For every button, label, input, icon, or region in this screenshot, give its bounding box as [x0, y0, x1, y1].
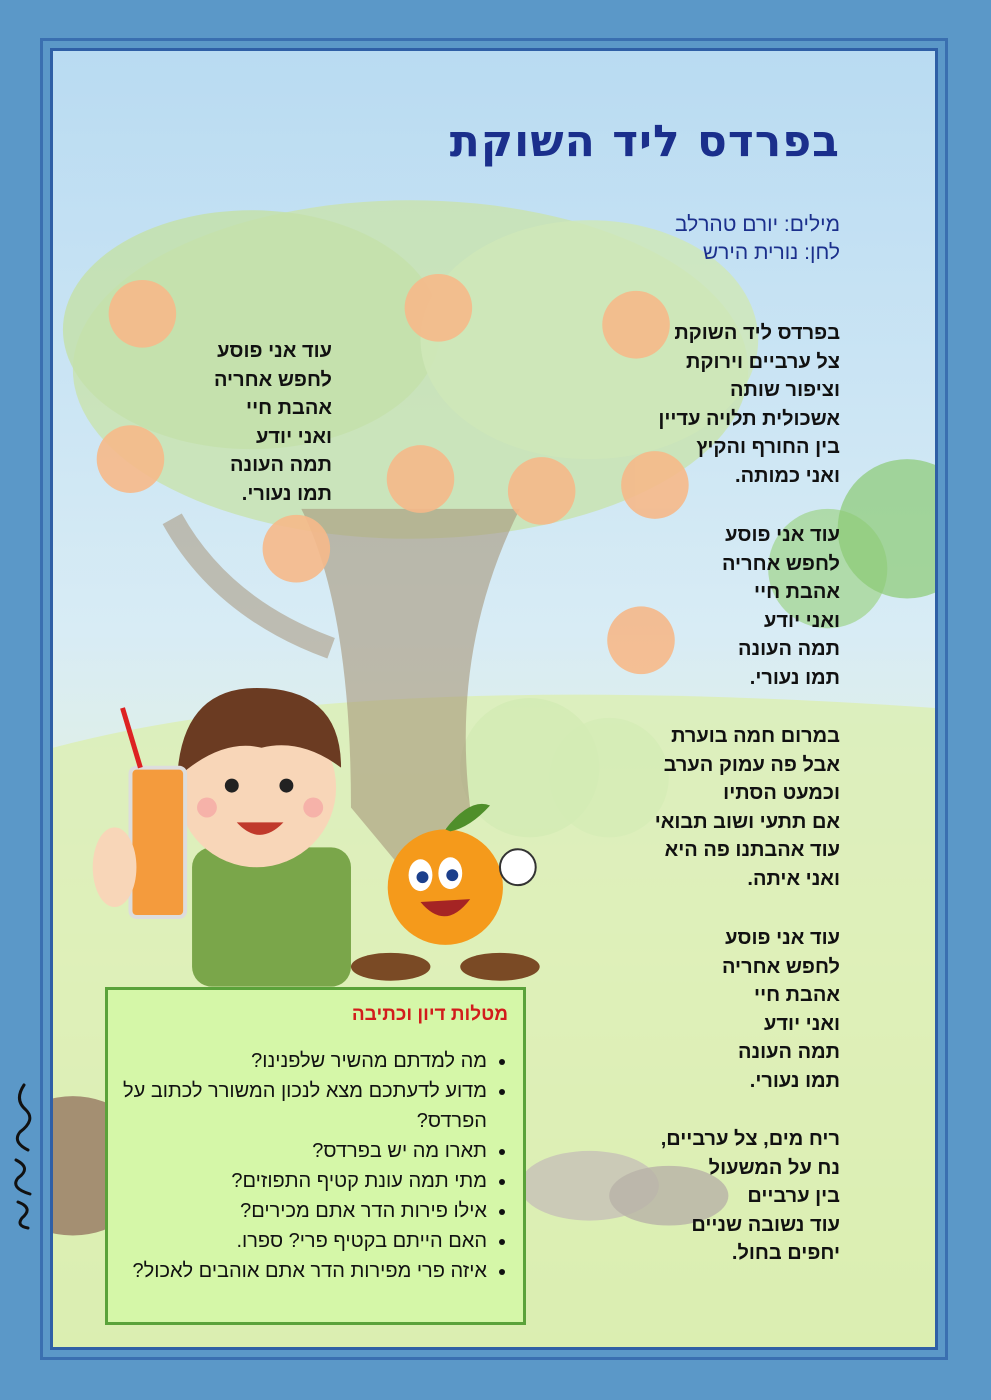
lyric-line: אשכולית תלויה עדיין — [658, 407, 840, 430]
lyric-line: עוד אני פוסע — [217, 340, 332, 362]
signature-handwriting — [6, 1080, 42, 1230]
lyrics-credit: מילים: יורם טהרלב — [674, 213, 840, 236]
lyric-line: תמה העונה — [737, 1041, 840, 1064]
worksheet-page — [50, 48, 938, 1350]
lyric-line: יחפים בחול. — [731, 1242, 840, 1265]
question-item: • מה למדתם מהשיר שלפנינו? — [107, 1046, 487, 1076]
lyric-line: אהבת חיי — [754, 581, 840, 604]
question-item: • איזה פרי מפירות הדר אתם אוהבים לאכול? — [107, 1256, 487, 1286]
question-item: • תארו מה יש בפרדס? — [107, 1136, 487, 1166]
lyric-line: אם תתעי ושוב תבואי — [654, 810, 840, 833]
box-title: מטלות דיון וכתיבה — [351, 1004, 508, 1025]
lyric-line: ואני איתה. — [747, 867, 840, 890]
lyric-line: עוד אני פוסע — [725, 524, 840, 546]
stanza-5 — [661, 1125, 840, 1268]
stanza-4 — [722, 924, 840, 1096]
lyric-line: תמו נעורי. — [749, 1069, 840, 1092]
question-item: • האם הייתם בקטיף פרי? ספרו. — [107, 1226, 487, 1256]
lyric-line: ריח מים, צל ערביים, — [660, 1128, 840, 1150]
lyric-line: וכמעט הסתיו — [723, 782, 840, 805]
question-item: • אילו פירות הדר אתם מכירים? — [107, 1196, 487, 1226]
lyric-line: תמה העונה — [229, 454, 332, 477]
lyric-line: לחפש אחריה — [721, 955, 840, 978]
lyric-line: במרום חמה בוערת — [671, 725, 840, 747]
lyric-line: אבל פה עמוק הערב — [663, 753, 840, 776]
question-list — [107, 1046, 509, 1286]
lyric-line: אהבת חיי — [246, 397, 332, 420]
lyric-line: ואני יודע — [764, 609, 840, 632]
stanza-1 — [658, 319, 840, 491]
lyric-line: צל ערביים וירוקת — [686, 350, 840, 373]
lyric-line: ואני יודע — [256, 425, 332, 448]
lyric-line: נח על המשעול — [708, 1156, 840, 1179]
lyric-line: בין החורף והקיץ — [696, 436, 840, 459]
signature — [6, 1080, 42, 1230]
lyric-line: תמה העונה — [737, 638, 840, 661]
page-title: בפרדס ליד השוקת — [449, 116, 840, 167]
stanza-left — [214, 337, 332, 509]
stanza-2 — [722, 521, 840, 693]
music-credit: לחן: נורית הירש — [702, 241, 840, 264]
stanza-3 — [655, 722, 840, 894]
lyric-line: ואני כמותה. — [735, 464, 840, 487]
lyric-line: בין ערביים — [747, 1185, 840, 1208]
lyric-line: עוד אני פוסע — [725, 927, 840, 949]
lyric-line: עוד נשובה שניים — [691, 1213, 840, 1236]
credits — [675, 211, 840, 267]
lyric-line: בפרדס ליד השוקת — [674, 322, 840, 344]
lyric-line: אהבת חיי — [754, 984, 840, 1007]
question-item: • מדוע לדעתכם מצא לנכון המשורר לכתוב על הפרדס? — [107, 1076, 487, 1136]
question-item: • מתי תמה עונת קטיף התפוזים? — [107, 1166, 487, 1196]
lyric-line: ואני יודע — [764, 1012, 840, 1035]
lyric-line: תמו נעורי. — [241, 482, 332, 505]
lyric-line: וציפור שותה — [729, 379, 840, 402]
discussion-tasks-box — [105, 987, 526, 1325]
lyric-line: תמו נעורי. — [749, 666, 840, 689]
lyric-line: לחפש אחריה — [721, 552, 840, 575]
lyric-line: עוד אהבתנו פה היא — [664, 839, 840, 862]
lyric-line: לחפש אחריה — [213, 368, 332, 391]
